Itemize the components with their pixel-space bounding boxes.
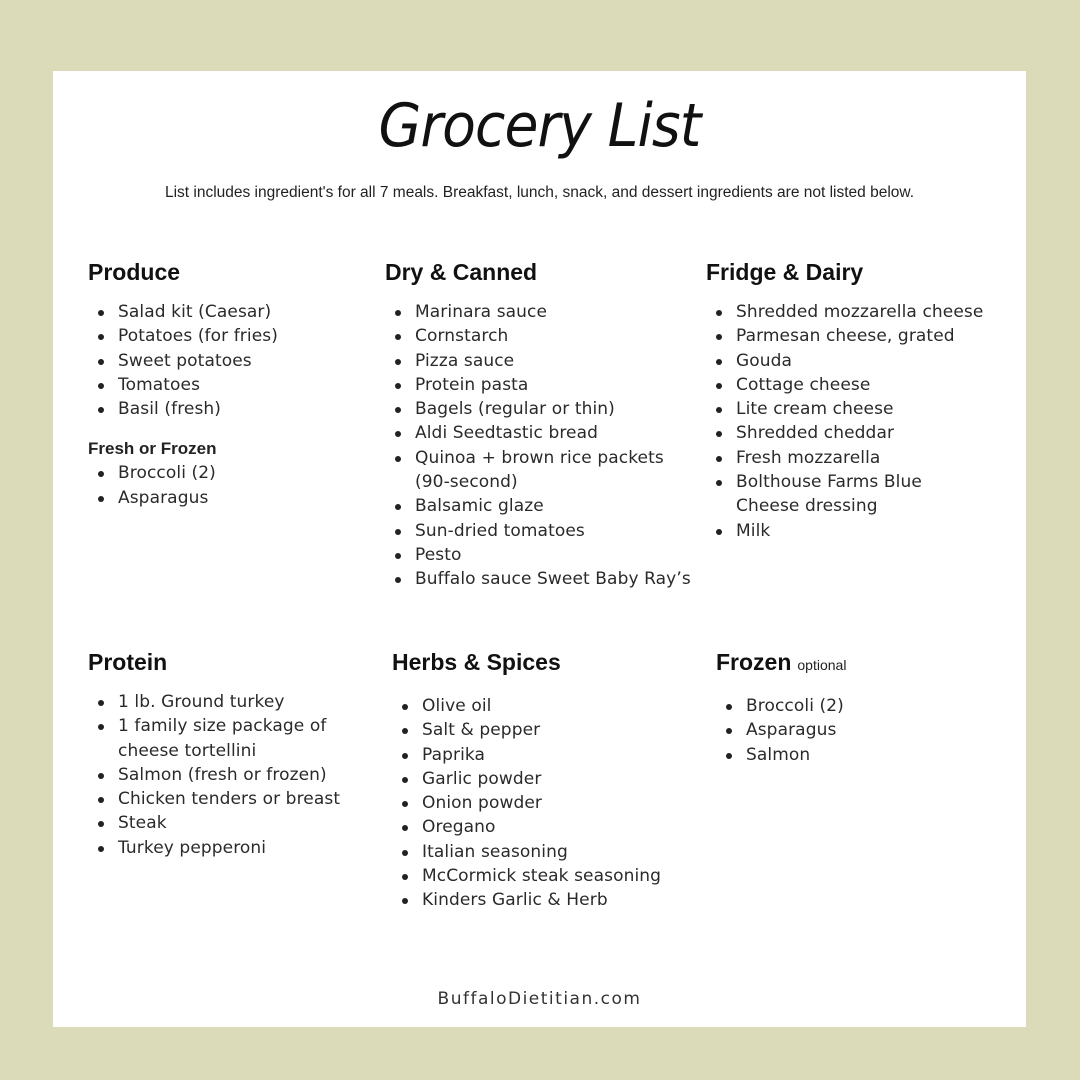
list-item: Salt & pepper xyxy=(392,718,712,742)
section-protein xyxy=(88,649,368,860)
list-item: Salad kit (Caesar) xyxy=(88,300,368,324)
item-list xyxy=(706,300,1006,543)
section-heading: Herbs & Spices xyxy=(392,649,561,675)
section-heading xyxy=(716,649,1006,676)
list-item: Lite cream cheese xyxy=(706,397,1006,421)
list-item: Asparagus xyxy=(88,486,368,510)
list-item: Shredded cheddar xyxy=(706,421,1006,445)
section-heading: Fridge & Dairy xyxy=(706,259,864,285)
item-list xyxy=(385,300,705,592)
list-item: Quinoa + brown rice packets (90-second) xyxy=(385,446,675,495)
list-item: Bagels (regular or thin) xyxy=(385,397,705,421)
list-item: McCormick steak seasoning xyxy=(392,864,712,888)
list-item: Tomatoes xyxy=(88,373,368,397)
list-item: Oregano xyxy=(392,815,712,839)
list-item: Fresh mozzarella xyxy=(706,446,1006,470)
list-item: Italian seasoning xyxy=(392,840,712,864)
list-item: Onion powder xyxy=(392,791,712,815)
item-list xyxy=(716,694,1006,767)
list-item: Kinders Garlic & Herb xyxy=(392,888,712,912)
list-item: Chicken tenders or breast xyxy=(88,787,368,811)
list-item: Salmon (fresh or frozen) xyxy=(88,763,368,787)
page-title: Grocery List xyxy=(378,91,701,161)
section-heading-text: Frozen xyxy=(716,649,792,675)
section-fridge-dairy xyxy=(706,259,1006,543)
item-list xyxy=(392,694,712,913)
item-list xyxy=(88,461,368,510)
list-item: Shredded mozzarella cheese xyxy=(706,300,1006,324)
section-produce xyxy=(88,259,368,510)
section-dry-canned xyxy=(385,259,705,592)
list-item: Cornstarch xyxy=(385,324,705,348)
list-item: Milk xyxy=(706,519,1006,543)
list-item: Steak xyxy=(88,811,368,835)
list-item: 1 lb. Ground turkey xyxy=(88,690,368,714)
list-item: Salmon xyxy=(716,743,1006,767)
list-item: Cottage cheese xyxy=(706,373,1006,397)
list-item: Turkey pepperoni xyxy=(88,836,368,860)
list-item: Sweet potatoes xyxy=(88,349,368,373)
list-item: Parmesan cheese, grated xyxy=(706,324,1006,348)
list-item: Pizza sauce xyxy=(385,349,705,373)
list-item: Broccoli (2) xyxy=(716,694,1006,718)
page-subtitle: List includes ingredient's for all 7 meals. Breakfast, lunch, snack, and dessert ingredients are not listed below. xyxy=(164,184,915,201)
section-herbs-spices xyxy=(392,649,712,913)
section-heading: Dry & Canned xyxy=(385,259,538,285)
section-frozen xyxy=(716,649,1006,767)
list-item: 1 family size package of cheese tortellini xyxy=(88,714,348,763)
section-heading: Produce xyxy=(88,259,181,285)
list-item: Paprika xyxy=(392,743,712,767)
optional-note: optional xyxy=(797,657,847,673)
list-item: Potatoes (for fries) xyxy=(88,324,368,348)
list-item: Basil (fresh) xyxy=(88,397,368,421)
list-item: Buffalo sauce Sweet Baby Ray’s xyxy=(385,567,705,591)
list-item: Olive oil xyxy=(392,694,712,718)
list-item: Bolthouse Farms Blue Cheese dressing xyxy=(706,470,986,519)
list-item: Gouda xyxy=(706,349,1006,373)
list-item: Broccoli (2) xyxy=(88,461,368,485)
section-heading: Protein xyxy=(88,649,168,675)
list-item: Protein pasta xyxy=(385,373,705,397)
list-item: Garlic powder xyxy=(392,767,712,791)
item-list xyxy=(88,690,368,860)
item-list xyxy=(88,300,368,421)
list-item: Asparagus xyxy=(716,718,1006,742)
list-item: Marinara sauce xyxy=(385,300,705,324)
list-item: Sun-dried tomatoes xyxy=(385,519,705,543)
list-item: Aldi Seedtastic bread xyxy=(385,421,705,445)
list-item: Balsamic glaze xyxy=(385,494,705,518)
grocery-card xyxy=(53,71,1026,1027)
list-item: Pesto xyxy=(385,543,705,567)
subsection-heading: Fresh or Frozen xyxy=(88,439,217,459)
footer-website: BuffaloDietitian.com xyxy=(437,989,642,1009)
